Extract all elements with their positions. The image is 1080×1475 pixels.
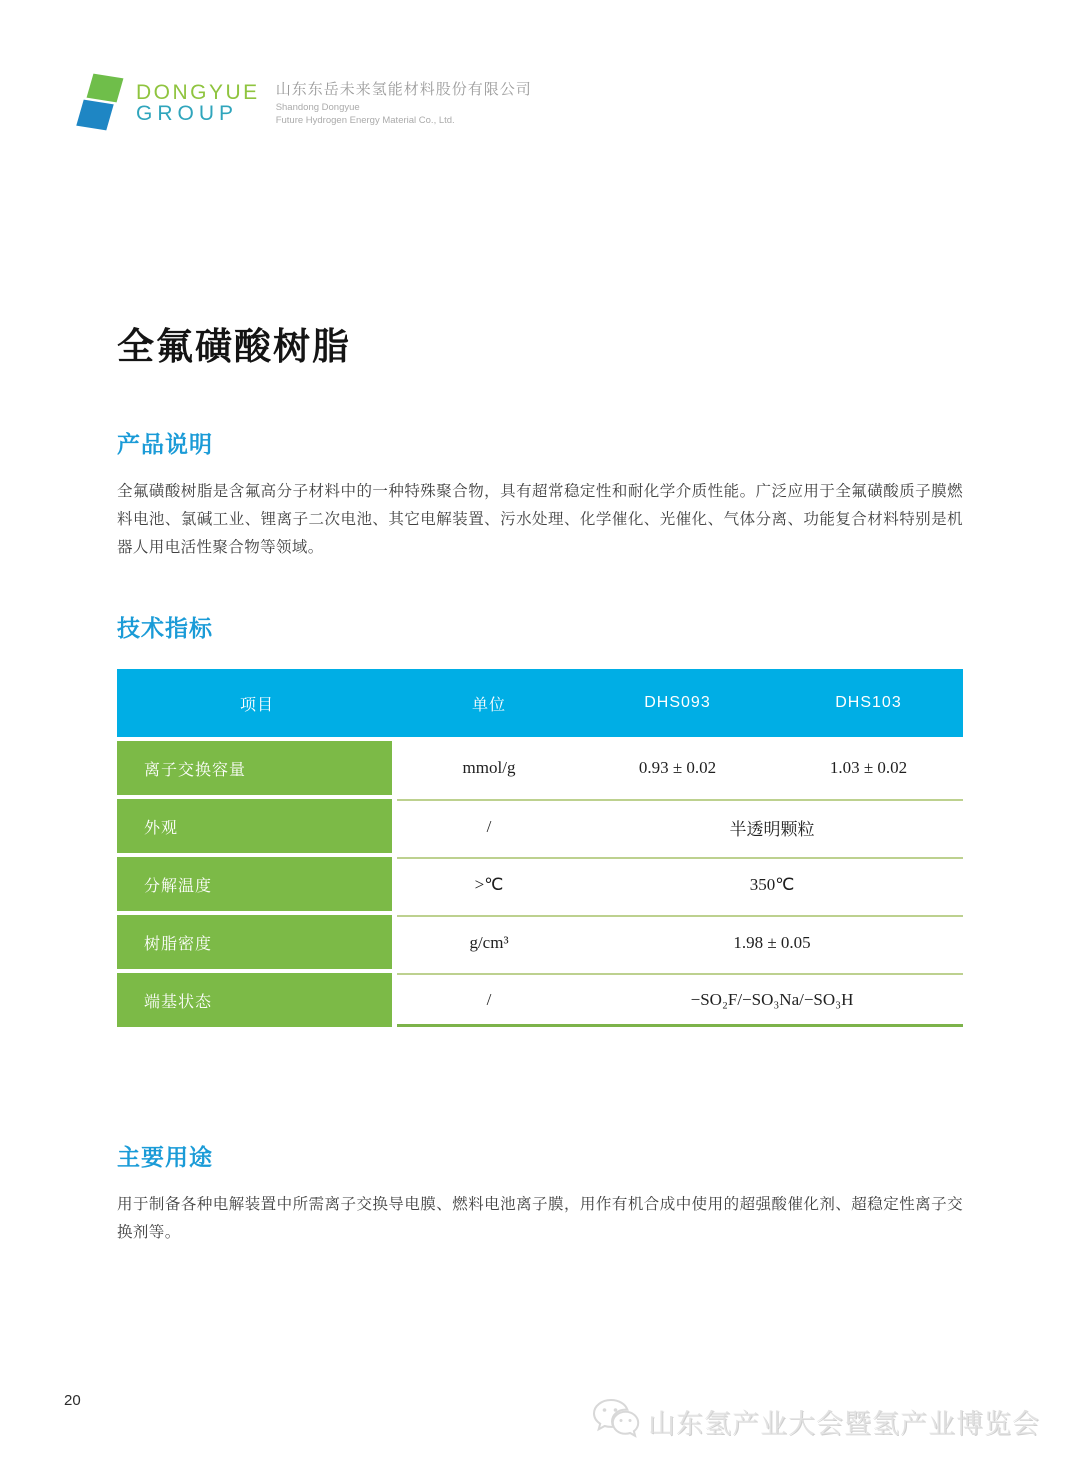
page-title: 全氟磺酸树脂 xyxy=(117,326,351,367)
section-product-description xyxy=(117,426,963,563)
company-names xyxy=(276,78,532,128)
row-label: 离子交换容量 xyxy=(117,741,392,795)
row-merged-value: −SO₂F/−SO₃Na/−SO₃H xyxy=(690,989,854,1009)
row-dhs103-value: 1.03 ± 0.02 xyxy=(829,758,908,777)
row-label: 外观 xyxy=(117,799,392,853)
spec-table-header-unit: 单位 xyxy=(471,696,506,714)
page-number: 20 xyxy=(64,1392,81,1409)
row-merged-value: 半透明颗粒 xyxy=(729,819,815,839)
table-row xyxy=(117,857,963,911)
row-dhs093-value: 0.93 ± 0.02 xyxy=(638,758,717,777)
row-unit-value: >℃ xyxy=(474,875,504,894)
row-label: 端基状态 xyxy=(117,973,392,1027)
table-row xyxy=(117,741,963,795)
row-values xyxy=(397,857,963,911)
logo-green-parallelogram-icon xyxy=(87,74,124,103)
main-usage-heading: 主要用途 xyxy=(117,1144,213,1170)
row-unit-value: g/cm³ xyxy=(469,933,509,952)
table-row xyxy=(117,973,963,1027)
row-label: 树脂密度 xyxy=(117,915,392,969)
row-merged-value: 350℃ xyxy=(749,875,795,894)
company-name-english-line2: Future Hydrogen Energy Material Co., Ltd. xyxy=(275,115,455,126)
spec-table-header-dhs103: DHS103 xyxy=(835,694,902,711)
company-name-chinese: 山东东岳未来氢能材料股份有限公司 xyxy=(275,81,532,99)
wechat-icon xyxy=(590,1396,642,1447)
logo-wordmark xyxy=(136,82,260,125)
row-unit-value: mmol/g xyxy=(462,758,516,777)
logo-wordmark-group: GROUP xyxy=(136,102,239,125)
product-description-text: 全氟磺酸树脂是含氟高分子材料中的一种特殊聚合物，具有超常稳定性和耐化学介质性能。广泛应用于全氟磺酸质子膜燃料电池、氯碱工业、锂离子二次电池、其它电解装置、污水处理、化学催化、光催化、气体分离、功能复合材料特别是机器人用电活性聚合物等领域。 xyxy=(117,483,963,557)
product-description-heading: 产品说明 xyxy=(117,431,213,457)
main-usage-text: 用于制备各种电解装置中所需离子交换导电膜、燃料电池离子膜，用作有机合成中使用的超强酸催化剂、超稳定性离子交换剂等。 xyxy=(117,1196,963,1242)
spec-table xyxy=(117,669,963,1027)
brand-header xyxy=(78,72,532,134)
technical-specs-heading: 技术指标 xyxy=(117,615,213,641)
watermark-text: 山东氢产业大会暨氢产业博览会 xyxy=(648,1409,1040,1439)
spec-table-header-row xyxy=(117,669,963,737)
logo-blue-parallelogram-icon xyxy=(76,100,113,131)
section-technical-specs xyxy=(117,610,963,1027)
row-unit-value: / xyxy=(486,989,492,1009)
spec-table-header-item: 项目 xyxy=(239,696,274,714)
section-main-usage xyxy=(117,1139,963,1247)
logo-wordmark-dongyue: DONGYUE xyxy=(136,80,260,104)
spec-table-header-dhs093: DHS093 xyxy=(644,694,711,711)
company-name-english-line1: Shandong Dongyue xyxy=(275,102,360,114)
row-values xyxy=(397,799,963,853)
dongyue-logo-icon xyxy=(78,72,124,134)
row-values xyxy=(397,973,963,1027)
row-unit-value: / xyxy=(486,817,492,836)
footer-watermark xyxy=(590,1396,1040,1447)
table-row xyxy=(117,915,963,969)
row-label: 分解温度 xyxy=(117,857,392,911)
row-values xyxy=(397,915,963,969)
table-row xyxy=(117,799,963,853)
row-merged-value: 1.98 ± 0.05 xyxy=(733,933,811,952)
row-values xyxy=(397,741,963,795)
